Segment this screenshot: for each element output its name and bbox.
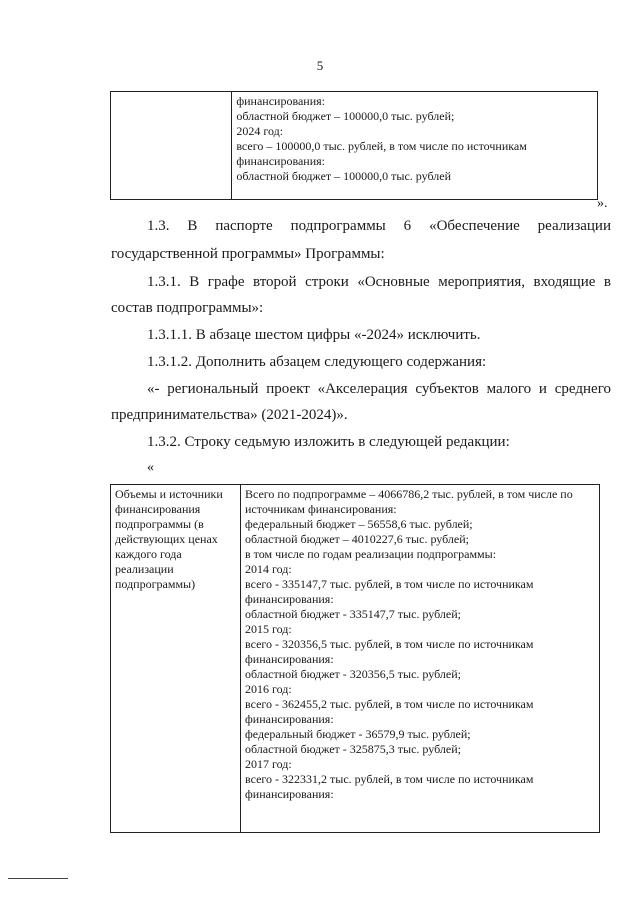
table-line: областной бюджет – 100000,0 тыс. рублей;: [236, 109, 455, 123]
paragraph-line: 1.3.1. В графе второй строки «Основные мероприятия, входящие в: [147, 274, 611, 290]
paragraph-1-3-1: [111, 273, 611, 292]
table-row: [111, 485, 600, 833]
table-row: [111, 92, 598, 200]
closing-quote: ».: [597, 196, 608, 211]
table-line: 2014 год:: [245, 562, 292, 576]
table-line: в том числе по годам реализации подпрограммы:: [245, 547, 497, 561]
paragraph-line: 1.3.1.2. Дополнить абзацем следующего содержания:: [147, 354, 487, 370]
table-line: всего - 320356,5 тыс. рублей, в том числе по источникам: [245, 637, 534, 651]
table-line: финансирования:: [245, 652, 334, 666]
paragraph-1-3-1-1: [111, 326, 611, 345]
table-line: финансирования:: [236, 154, 325, 168]
table-line: всего - 322331,2 тыс. рублей, в том числе по источникам: [245, 772, 534, 786]
table-line: областной бюджет – 100000,0 тыс. рублей: [236, 169, 451, 183]
table-line: федеральный бюджет - 36579,9 тыс. рублей;: [245, 727, 471, 741]
table-line: всего - 362455,2 тыс. рублей, в том числе по источникам: [245, 697, 534, 711]
footnote-separator: [8, 878, 68, 879]
table-cell-right: [232, 92, 598, 200]
table-cell-right: [241, 485, 600, 833]
paragraph-regional-project-cont: [111, 406, 611, 425]
table-line: областной бюджет - 325875,3 тыс. рублей;: [245, 742, 461, 756]
paragraph-line: предпринимательства» (2021-2024)».: [111, 407, 348, 423]
table-line: источникам финансирования:: [245, 502, 397, 516]
paragraph-line: 1.3. В паспорте подпрограммы 6 «Обеспечение реализации: [147, 218, 611, 234]
table-line: областной бюджет - 320356,5 тыс. рублей;: [245, 667, 461, 681]
table-line: 2015 год:: [245, 622, 292, 636]
table-line: областной бюджет - 335147,7 тыс. рублей;: [245, 607, 461, 621]
table-line: Всего по подпрограмме – 4066786,2 тыс. рублей, в том числе по: [245, 487, 573, 501]
paragraph-1-3-1-cont: [111, 299, 611, 318]
paragraph-1-3-1-2: [111, 353, 611, 372]
paragraph-regional-project: [111, 380, 611, 399]
paragraph-1-3-cont: [111, 245, 611, 264]
table-line: финансирования:: [245, 712, 334, 726]
table-cell-left: [111, 92, 232, 200]
table-cell-left: [111, 485, 241, 833]
page-number: 5: [316, 58, 324, 73]
table-line: областной бюджет – 4010227,6 тыс. рублей;: [245, 532, 469, 546]
paragraph-line: 1.3.1.1. В абзаце шестом цифры «-2024» исключить.: [147, 327, 481, 343]
table-line: всего – 100000,0 тыс. рублей, в том числе по источникам: [236, 139, 527, 153]
paragraph-line: государственной программы» Программы:: [111, 246, 385, 262]
table-line: 2016 год:: [245, 682, 292, 696]
funding-table-continued: [110, 91, 598, 200]
row-heading: Объемы и источники финансирования подпрограммы (в действующих ценах каждого года реализации подпрограммы): [115, 487, 223, 591]
paragraph-line: состав подпрограммы»:: [111, 300, 264, 316]
table-line: финансирования:: [245, 592, 334, 606]
paragraph-line: 1.3.2. Строку седьмую изложить в следующей редакции:: [147, 434, 510, 450]
table-line: федеральный бюджет – 56558,6 тыс. рублей;: [245, 517, 473, 531]
table-line: 2024 год:: [236, 124, 284, 138]
paragraph-line: «- региональный проект «Акселерация субъектов малого и среднего: [147, 381, 611, 397]
table-line: всего - 335147,7 тыс. рублей, в том числе по источникам: [245, 577, 534, 591]
paragraph-1-3: [111, 217, 611, 236]
paragraph-1-3-2: [111, 433, 611, 452]
table-line: финансирования:: [236, 94, 325, 108]
funding-table-main: [110, 484, 600, 833]
opening-quote: «: [147, 460, 154, 475]
table-line: финансирования:: [245, 787, 334, 801]
table-line: 2017 год:: [245, 757, 292, 771]
